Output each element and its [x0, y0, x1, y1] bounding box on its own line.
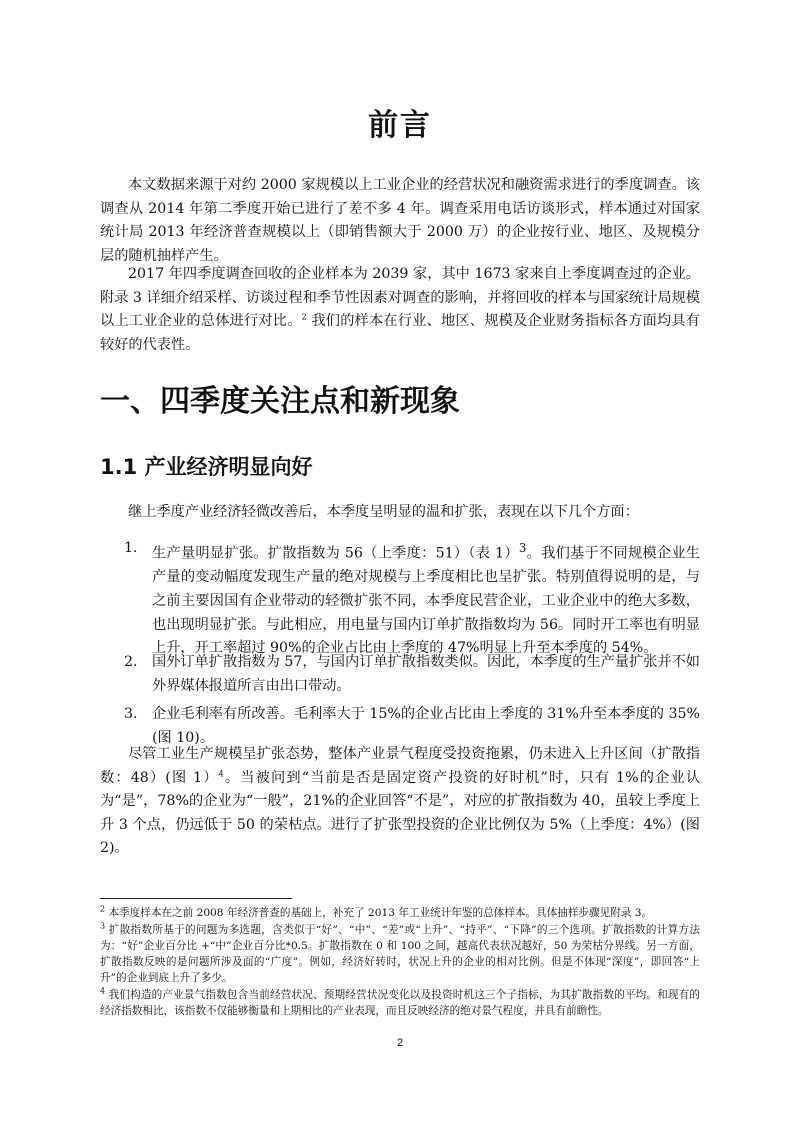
- list-item-number: 3.: [124, 706, 138, 722]
- list-item-number: 2.: [124, 654, 138, 670]
- footnote-text: 扩散指数所基于的问题为多选题，含类似于“好”、“中”、“差”或“上升”、“持平”、“下降”的三个选项。扩散指数的计算方法为：“好”企业百分比 +“中”企业百分比*0.5。扩散指数在 0 和 100 之间，越高代表状况越好，50 为荣枯分界线。另一方面，扩散指数反映的是问题所涉及面的“广度”。例如，经济好转时，状况上升的企业的相对比例。但是不体现“深度”，即回答“上升”的企业到底上升了多少。: [100, 924, 700, 984]
- page-number: 2: [396, 1037, 404, 1049]
- investment-paragraph-text-a: 尽管工业生产规模呈扩张态势，整体产业景气程度受投资拖累，仍未进入上升区间（扩散指数：48）(图 1）: [100, 746, 700, 786]
- intro-paragraph-1-text: 本文数据来源于对约 2000 家规模以上工业企业的经营状况和融资需求进行的季度调查。该调查从 2014 年第二季度开始已进行了差不多 4 年。调查采用电话访谈形式，样本通过对国家统计局 2013 年经济普查规模以上（即销售额大于 2000 万）的企业按行业、地区、及规模分层的随机抽样产生。: [100, 177, 700, 264]
- intro-paragraph-2-text-b: 我们的样本在行业、地区、规模及企业财务指标各方面均具有较好的代表性。: [100, 313, 700, 353]
- investment-paragraph-text-b: 。当被问到“当前是否是固定资产投资的好时机”时，只有 1%的企业认为“是”，78%的企业为“一般”，21%的企业回答“不是”，对应的扩散指数为 40，虽较上季度上升 3 个点，仍远低于 50 的荣枯点。进行了扩张型投资的企业比例仅为 5%（上季度：4%）(图 2)。: [100, 769, 701, 857]
- list-item-number: 1.: [124, 540, 138, 556]
- footnote-ref-4[interactable]: 4: [218, 768, 224, 778]
- footnote-3: [100, 922, 700, 986]
- list-item-text-a: 生产量明显扩张。扩散指数为 56（上季度：51）（表 1）: [152, 545, 519, 562]
- footnote-divider: [100, 898, 292, 899]
- investment-paragraph: [100, 743, 700, 861]
- footnote-mark: 2: [100, 904, 106, 914]
- footnote-4: [100, 987, 700, 1019]
- footnote-mark: 4: [100, 986, 106, 996]
- intro-paragraph-2: [100, 263, 700, 357]
- subsection-lead-paragraph: [100, 501, 700, 525]
- list-item-text: [152, 651, 700, 698]
- list-item-text-a: 企业毛利率有所改善。毛利率大于 15%的企业占比由上季度的 31%升至本季度的 35%(图 10)。: [152, 706, 700, 746]
- list-item-text-a: 国外订单扩散指数为 57，与国内订单扩散指数类似。因此，本季度的生产量扩张并不如外界媒体报道所言由出口带动。: [152, 654, 700, 694]
- list-item-text: [152, 537, 700, 661]
- subsection-heading-1-1: 1.1 产业经济明显向好: [100, 455, 313, 479]
- section-heading-1: 一、四季度关注点和新现象: [100, 384, 460, 419]
- intro-paragraph-2-text-a: 2017 年四季度调查回收的企业样本为 2039 家，其中 1673 家来自上季度调查过的企业。附录 3 详细介绍采样、访谈过程和季节性因素对调查的影响，并将回收的样本与国家统计局规模以上工业企业的总体进行对比。: [100, 266, 700, 330]
- list-item-text-b: 。我们基于不同规模企业生产量的变动幅度发现生产量的绝对规模与上季度相比也呈扩张。特别值得说明的是，与之前主要因国有企业带动的轻微扩张不同，本季度民营企业，工业企业中的绝大多数，也出现明显扩张。与此相应，用电量与国内订单扩散指数均为 56。同时开工率也有明显上升，开工率超过 90%的企业占比由上季度的 47%明显上升至本季度的 54%。: [152, 545, 700, 657]
- footnote-text: 我们构造的产业景气指数包含当前经营状况、预期经营状况变化以及投资时机这三个子指标，为其扩散指数的平均。和现有的经济指数相比，该指数不仅能够衡量和上期相比的产业表现，而且反映经济的绝对景气程度，并具有前瞻性。: [100, 989, 700, 1017]
- footnote-mark: 3: [100, 921, 106, 931]
- intro-paragraph-1: [100, 174, 700, 268]
- footnote-ref-2[interactable]: 2: [301, 312, 307, 322]
- page-title: 前言: [368, 108, 432, 143]
- footnote-2: [100, 905, 700, 921]
- footnote-text: 本季度样本在之前 2008 年经济普查的基础上，补充了 2013 年工业统计年鉴的总体样本。具体抽样步骤见附录 3。: [105, 907, 653, 919]
- footnote-ref-3[interactable]: 3: [518, 541, 527, 555]
- subsection-lead-text: 继上季度产业经济轻微改善后，本季度呈明显的温和扩张，表现在以下几个方面：: [128, 504, 639, 520]
